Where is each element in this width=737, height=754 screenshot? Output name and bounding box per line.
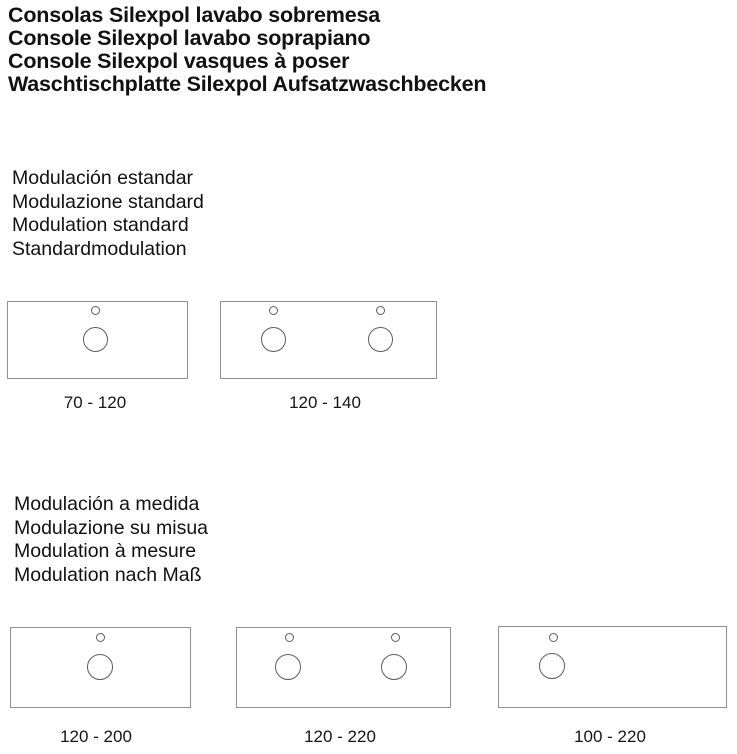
title-line-es: Consolas Silexpol lavabo sobremesa xyxy=(8,3,380,27)
standard-modulation-heading xyxy=(12,167,204,261)
washbasin-diagram-120-140 xyxy=(220,301,437,379)
title-line-it: Console Silexpol lavabo soprapiano xyxy=(8,26,371,50)
width-range-label: 120 - 220 xyxy=(304,727,376,746)
heading-line-de: Standardmodulation xyxy=(12,237,187,260)
basin-circle xyxy=(261,327,286,352)
faucet-hole xyxy=(391,633,400,642)
faucet-hole xyxy=(285,633,294,642)
heading-line-en: Modulation standard xyxy=(12,214,189,236)
faucet-hole xyxy=(91,306,100,315)
title-line-de: Waschtischplatte Silexpol Aufsatzwaschbecken xyxy=(8,72,487,96)
basin-circle xyxy=(381,654,407,680)
basin-circle xyxy=(87,654,113,680)
width-range-label: 120 - 140 xyxy=(289,393,361,412)
custom-modulation-heading xyxy=(14,493,208,587)
faucet-hole xyxy=(549,633,558,642)
faucet-hole xyxy=(96,633,105,642)
faucet-hole xyxy=(376,306,385,315)
washbasin-diagram-100-220 xyxy=(498,626,727,708)
width-range-label: 120 - 200 xyxy=(60,727,132,746)
heading-line-de: Modulation nach Maß xyxy=(14,563,202,586)
washbasin-diagram-70-120 xyxy=(7,301,188,379)
width-range-label: 70 - 120 xyxy=(63,393,127,412)
page-title xyxy=(8,4,486,96)
washbasin-diagram-120-220 xyxy=(236,627,451,708)
faucet-hole xyxy=(269,306,278,315)
heading-line-fr: Modulation à mesure xyxy=(14,540,197,562)
basin-circle xyxy=(83,327,108,352)
heading-line-it: Modulazione su misua xyxy=(14,516,209,539)
width-range-label: 100 - 220 xyxy=(574,727,646,746)
heading-line-it: Modulazione standard xyxy=(12,190,204,213)
heading-line-es: Modulación estandar xyxy=(12,167,194,189)
washbasin-diagram-120-200 xyxy=(10,627,191,708)
basin-circle xyxy=(539,653,565,679)
title-line-fr: Console Silexpol vasques à poser xyxy=(8,49,350,73)
heading-line-es: Modulación a medida xyxy=(14,493,200,515)
basin-circle xyxy=(275,654,301,680)
basin-circle xyxy=(368,327,393,352)
